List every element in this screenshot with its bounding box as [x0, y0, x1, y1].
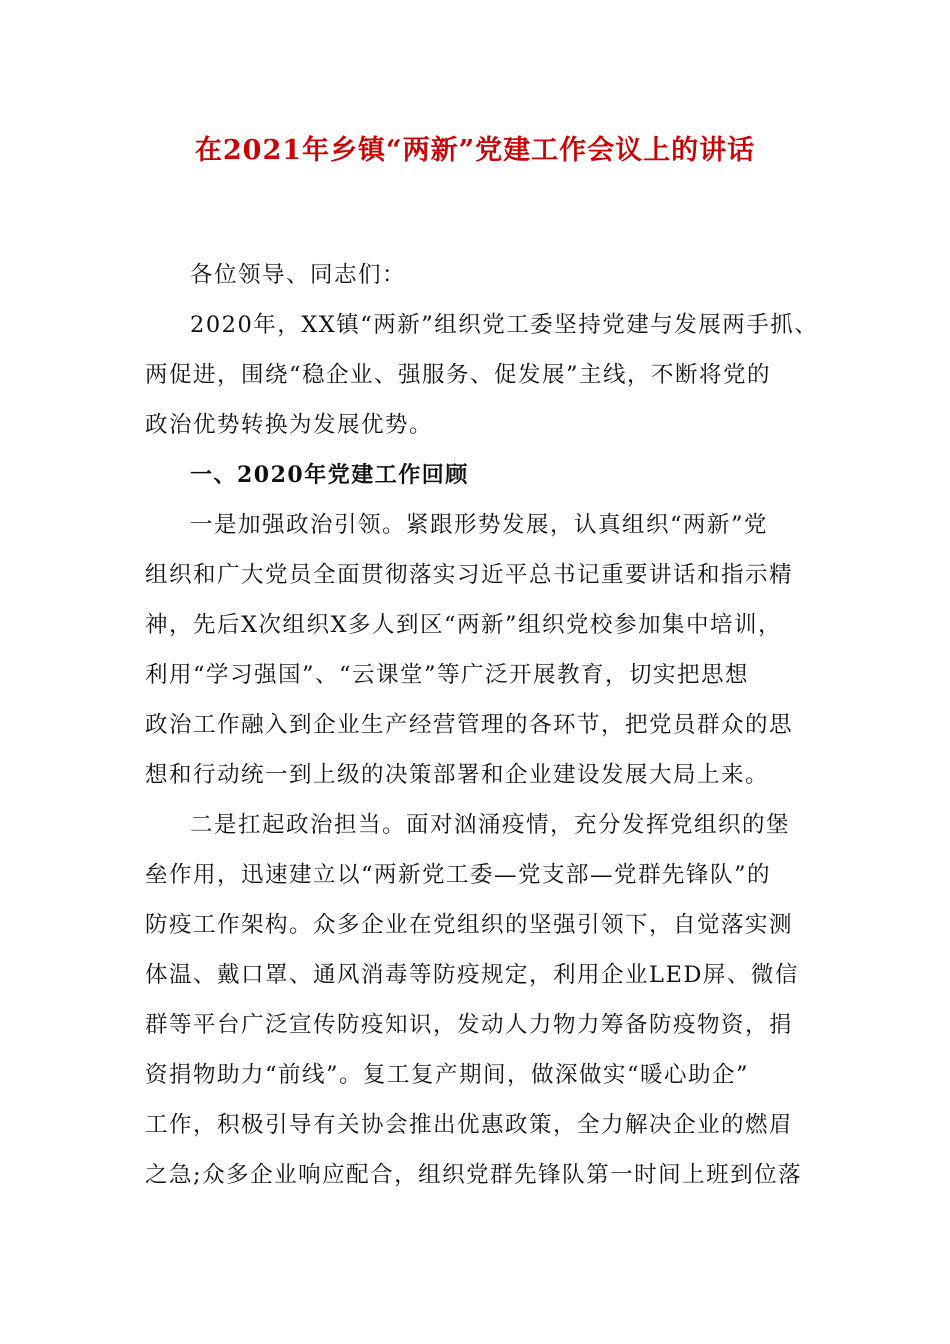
paragraph-line: 神，先后X次组织X多人到区“两新”组织党校参加集中培训， [145, 612, 783, 638]
document-title: 在2021年乡镇“两新”党建工作会议上的讲话 [194, 135, 756, 166]
intro-line: 两促进，围绕“稳企业、强服务、促发展”主线，不断将党的 [145, 362, 772, 388]
paragraph-line: 政治工作融入到企业生产经营管理的各环节，把党员群众的思 [145, 712, 794, 738]
intro-line: 政治优势转换为发展优势。 [145, 412, 434, 438]
paragraph-line: 防疫工作架构。众多企业在党组织的坚强引领下，自觉落实测 [145, 912, 794, 938]
paragraph-line: 工作，积极引导有关协会推出优惠政策，全力解决企业的燃眉 [145, 1112, 794, 1138]
paragraph-line: 想和行动统一到上级的决策部署和企业建设发展大局上来。 [145, 762, 770, 788]
paragraph-line: 利用“学习强国”、“云课堂”等广泛开展教育，切实把思想 [145, 662, 750, 688]
paragraph-line: 垒作用，迅速建立以“两新党工委—党支部—党群先锋队”的 [145, 862, 772, 888]
paragraph-line: 群等平台广泛宣传防疫知识，发动人力物力筹备防疫物资，捐 [145, 1012, 794, 1038]
document-body [145, 250, 825, 1200]
paragraph-line: 组织和广大党员全面贯彻落实习近平总书记重要讲话和指示精 [145, 562, 794, 588]
section-heading: 一、2020年党建工作回顾 [190, 462, 469, 488]
paragraph-line: 二是扛起政治担当。面对汹涌疫情，充分发挥党组织的堡 [190, 812, 791, 838]
paragraph-line: 资捐物助力“前线”。复工复产期间，做深做实“暖心助企” [145, 1062, 750, 1088]
salutation: 各位领导、同志们： [190, 262, 407, 288]
intro-line: 2020年，XX镇“两新”组织党工委坚持党建与发展两手抓、 [190, 312, 819, 338]
paragraph-line: 一是加强政治引领。紧跟形势发展，认真组织“两新”党 [190, 512, 769, 538]
paragraph-line: 体温、戴口罩、通风消毒等防疫规定，利用企业LED屏、微信 [145, 962, 799, 988]
paragraph-line: 之急;众多企业响应配合，组织党群先锋队第一时间上班到位落 [145, 1162, 803, 1188]
